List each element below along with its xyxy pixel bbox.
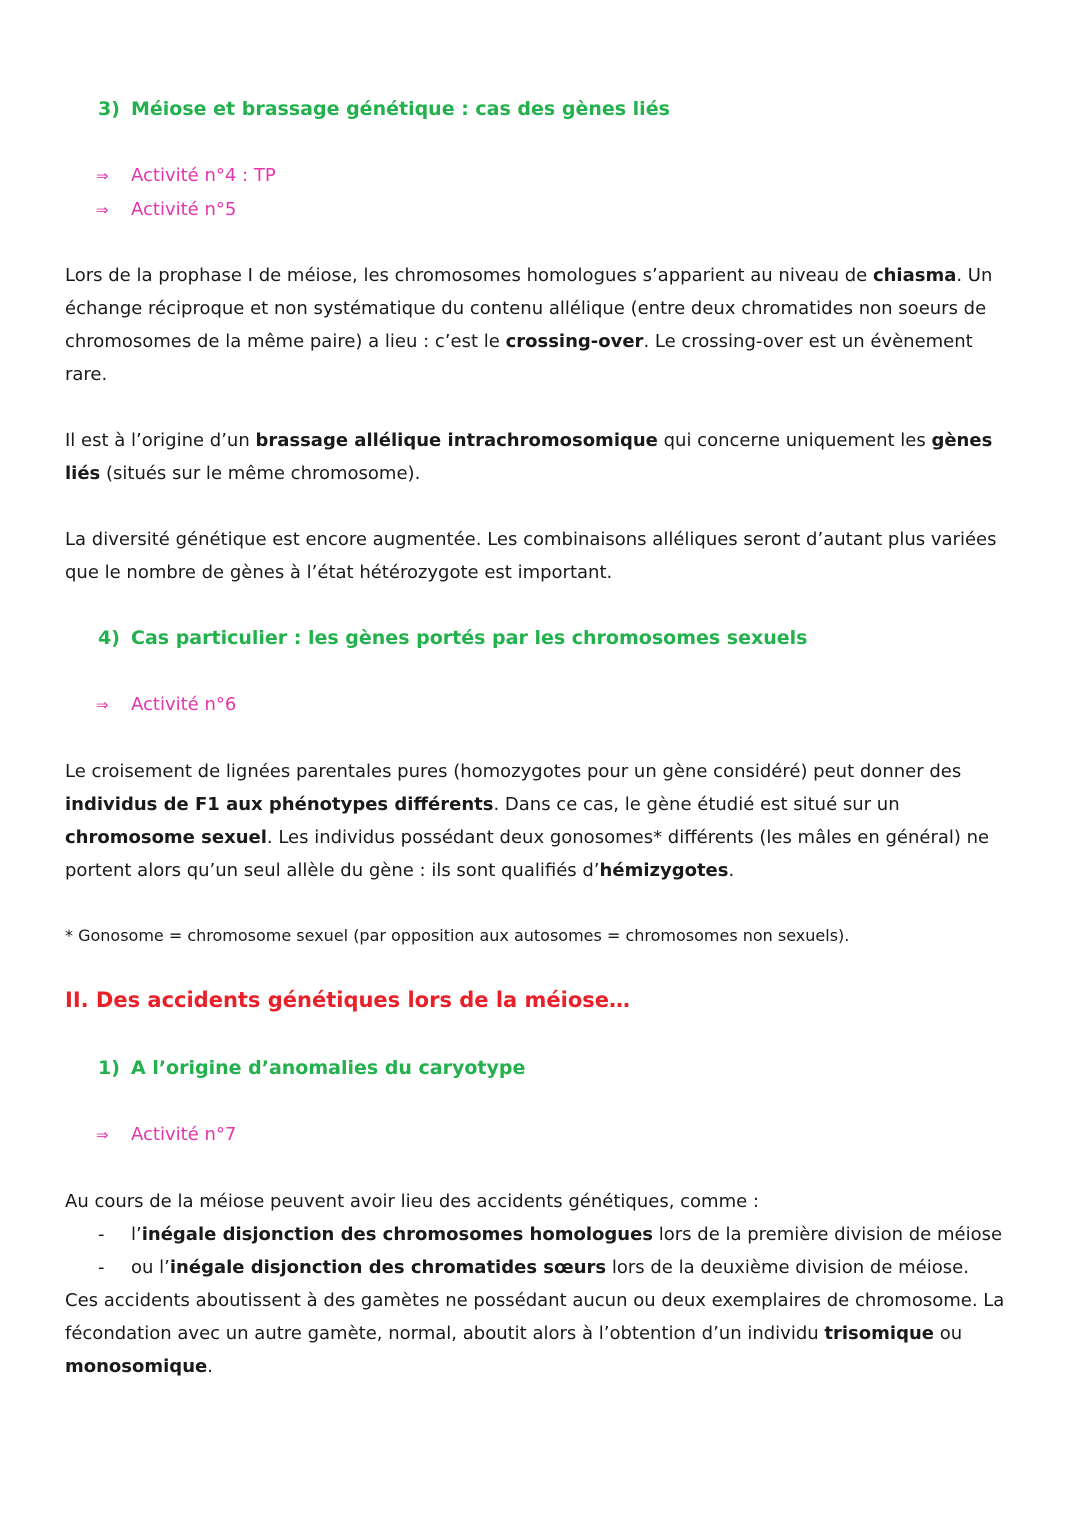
text-line: Ces accidents aboutissent à des gamètes ne possédant aucun ou deux exemplaires de chromosome. La [65, 1290, 1005, 1311]
footnote: * Gonosome = chromosome sexuel (par opposition aux autosomes = chromosomes non sexuels). [65, 926, 850, 945]
text-run: Lors de la prophase I de méiose, les chromosomes homologues s’apparient au niveau de [65, 265, 873, 286]
section-number: 1) [98, 1057, 120, 1079]
section-4-heading [98, 627, 808, 649]
term-genes: gènes [931, 430, 993, 451]
term-chromosome-sexuel: chromosome sexuel [65, 827, 267, 848]
section-II-heading: II. Des accidents génétiques lors de la méiose… [65, 988, 631, 1012]
paragraph-crossing-over [65, 259, 992, 391]
paragraph-hemizygotes [65, 755, 989, 887]
text-run: . Un [956, 265, 993, 286]
text-run: . Les individus possédant deux gonosomes* différents (les mâles en général) ne [266, 827, 990, 848]
activity-item [96, 694, 236, 715]
text-line: Le croisement de lignées parentales pures (homozygotes pour un gène considéré) peut donner des [65, 761, 962, 782]
text-run: ou [933, 1323, 963, 1344]
text-run: . [728, 860, 735, 881]
text-run: (situés sur le même chromosome). [100, 463, 421, 484]
paragraph-consequences [65, 1284, 1004, 1383]
term-monosomique: monosomique [65, 1356, 208, 1377]
section-II-1-heading [98, 1057, 525, 1079]
term-brassage: brassage allélique intrachromosomique [255, 430, 658, 451]
text-run: lors de la deuxième division de méiose. [606, 1257, 969, 1278]
term-trisomique: trisomique [824, 1323, 934, 1344]
activity-item [96, 199, 236, 220]
section-number: 3) [98, 98, 120, 120]
activity-label: Activité n°4 : TP [131, 165, 276, 186]
double-arrow-icon: ⇒ [96, 696, 109, 714]
double-arrow-icon: ⇒ [96, 167, 109, 185]
text-run: l’ [131, 1224, 142, 1245]
term-crossing-over: crossing-over [505, 331, 644, 352]
section-number: 4) [98, 627, 120, 649]
text-line: échange réciproque et non systématique du contenu allélique (entre deux chromatides non soeurs de [65, 298, 987, 319]
section-title: Méiose et brassage génétique : cas des gènes liés [131, 98, 670, 120]
paragraph-brassage [65, 424, 992, 490]
text-run: portent alors qu’un seul allèle du gène : ils sont qualifiés d’ [65, 860, 600, 881]
paragraph-accidents-intro: Au cours de la méiose peuvent avoir lieu des accidents génétiques, comme : [65, 1191, 759, 1212]
text-run: lors de la première division de méiose [653, 1224, 1003, 1245]
double-arrow-icon: ⇒ [96, 201, 109, 219]
bullet-marker: - [98, 1224, 105, 1245]
section-title: A l’origine d’anomalies du caryotype [131, 1057, 526, 1079]
text-line: que le nombre de gènes à l’état hétérozygote est important. [65, 562, 613, 583]
term-chiasma: chiasma [872, 265, 957, 286]
bullet-item [131, 1224, 1002, 1245]
text-run: ou l’ [131, 1257, 170, 1278]
paragraph-diversite [65, 523, 996, 589]
term-disjonction-chromatides: inégale disjonction des chromatides sœurs [169, 1257, 607, 1278]
term-hemizygotes: hémizygotes [599, 860, 729, 881]
double-arrow-icon: ⇒ [96, 1126, 109, 1144]
section-3-heading [98, 98, 670, 120]
bullet-marker: - [98, 1257, 105, 1278]
bullet-item [131, 1257, 969, 1278]
activity-label: Activité n°6 [131, 694, 237, 715]
activity-label: Activité n°7 [131, 1124, 237, 1145]
text-run: . Le crossing-over est un évènement [643, 331, 973, 352]
text-run: . [207, 1356, 213, 1377]
text-run: . Dans ce cas, le gène étudié est situé sur un [493, 794, 900, 815]
term-individus-f1: individus de F1 aux phénotypes différents [65, 794, 494, 815]
section-title: Cas particulier : les gènes portés par les chromosomes sexuels [131, 627, 808, 649]
activity-label: Activité n°5 [131, 199, 237, 220]
term-lies: liés [65, 463, 101, 484]
text-run: chromosomes de la même paire) a lieu : c’est le [65, 331, 506, 352]
text-run: Il est à l’origine d’un [65, 430, 256, 451]
text-run: qui concerne uniquement les [657, 430, 932, 451]
term-disjonction-homologues: inégale disjonction des chromosomes homologues [141, 1224, 654, 1245]
activity-item [96, 1124, 236, 1145]
activity-item [96, 165, 276, 186]
text-run: fécondation avec un autre gamète, normal, aboutit alors à l’obtention d’un individu [65, 1323, 825, 1344]
text-line: rare. [65, 364, 108, 385]
text-line: La diversité génétique est encore augmentée. Les combinaisons alléliques seront d’autant plus variées [65, 529, 997, 550]
